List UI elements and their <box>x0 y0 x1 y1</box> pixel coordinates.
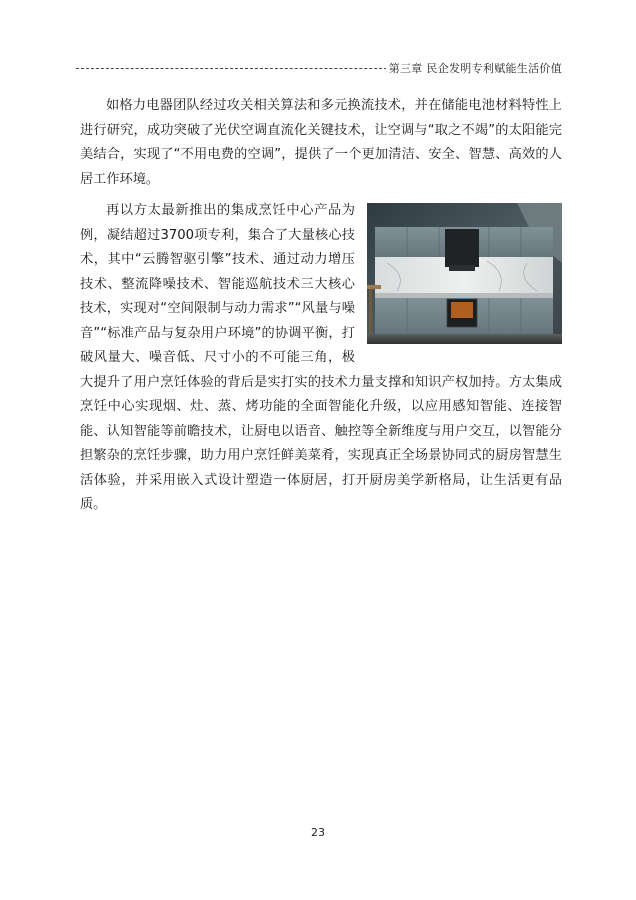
paragraph-fotile: 再以方太最新推出的集成烹饪中心产品为例，凝结超过3700项专利，集合了大量核心技术，其中“云腾智驱引擎”技术、通过动力增压技术、整流降噪技术、智能巡航技术三大核心技术，实现对“空间限制与动力需求”“风量与噪音”“标准产品与复杂用户环境”的协调平衡，打破风量大、噪音低、尺寸小的不可能三角，极大提升了用户烹饪体验的背后是实打实的技术力量支撑和知识产权加持。方太集成烹饪中心实现烟、灶、蒸、烤功能的全面智能化升级，以应用感知智能、连接智能、认知智能等前瞻技术，让厨电以语音、触控等全新维度与用户交互，以智能分担繁杂的烹饪步骤，助力用户烹饪鲜美菜肴，实现真正全场景协同式的厨房智慧生活体验，并采用嵌入式设计塑造一体厨居，打开厨房美学新格局，让生活更有品质。 <box>80 203 562 512</box>
kitchen-photo <box>367 203 562 344</box>
paragraph-gree: 如格力电器团队经过攻关相关算法和多元换流技术，并在储能电池材料特性上进行研究，成功突破了光伏空调直流化关键技术，让空调与“取之不竭”的太阳能完美结合，实现了“不用电费的空调”，提供了一个更加清洁、安全、智慧、高效的人居工作环境。 <box>80 98 562 187</box>
page-number: 23 <box>311 826 325 839</box>
paragraph-fotile-block <box>80 199 562 518</box>
running-header <box>76 58 562 78</box>
chapter-title: 第三章 民企发明专利赋能生活价值 <box>386 60 562 76</box>
header-dashed-rule <box>76 68 412 69</box>
